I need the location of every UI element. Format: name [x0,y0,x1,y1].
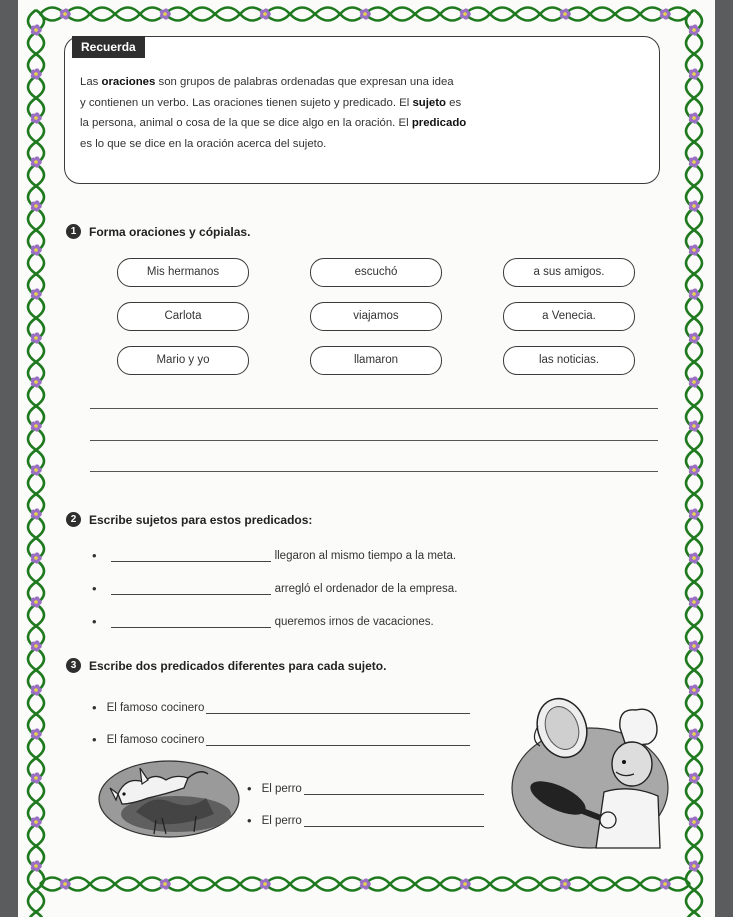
recuerda-line-2: y contienen un verbo. Las oraciones tienen sujeto y predicado. El sujeto es [80,96,462,109]
answer-line[interactable] [90,440,658,441]
exercise-1-number: 1 [66,224,81,239]
predicate-blank[interactable] [304,782,484,795]
dog-item [247,779,484,795]
recuerda-line-3: la persona, animal o cosa de la que se dice algo en la oración. El predicado [80,117,467,129]
predicate-item [92,579,457,595]
subject-blank[interactable] [111,615,271,628]
predicate-blank[interactable] [206,701,470,714]
recuerda-line-1: Las oraciones son grupos de palabras ordenadas que expresan una idea [80,76,454,88]
bullet: • [92,700,97,715]
predicate-blank[interactable] [304,814,484,827]
word-chip-subject[interactable]: Mario y yo [117,346,249,375]
predicate-text: arregló el ordenador de la empresa. [274,583,458,595]
predicate-item [92,612,434,628]
predicate-text: llegaron al mismo tiempo a la meta. [274,550,457,562]
subject-blank[interactable] [111,549,271,562]
exercise-3-number: 3 [66,658,81,673]
recuerda-line-4: es lo que se dice en la oración acerca del sujeto. [80,137,327,150]
exercise-3-heading [66,658,386,673]
cook-item [92,698,470,714]
bullet: • [247,813,252,828]
cook-illustration [500,688,670,850]
bullet: • [92,614,97,629]
dog-item [247,811,484,827]
exercise-3-title: Escribe dos predicados diferentes para cada sujeto. [89,658,387,673]
bullet: • [92,548,97,563]
dog-subject: El perro [261,783,302,795]
subject-blank[interactable] [111,582,271,595]
cook-subject: El famoso cocinero [106,702,205,714]
dog-illustration [96,754,242,840]
word-chip-verb[interactable]: viajamos [310,302,442,331]
recuerda-label: Recuerda [72,36,145,58]
predicate-text: queremos irnos de vacaciones. [274,616,434,628]
word-chip-complement[interactable]: a sus amigos. [503,258,635,287]
recuerda-text [80,72,640,154]
cook-item [92,730,470,746]
word-chip-subject[interactable]: Mis hermanos [117,258,249,287]
answer-line[interactable] [90,471,658,472]
exercise-2-heading [66,512,312,527]
predicate-blank[interactable] [206,733,470,746]
word-chip-subject[interactable]: Carlota [117,302,249,331]
word-chip-complement[interactable]: a Venecia. [503,302,635,331]
word-chip-complement[interactable]: las noticias. [503,346,635,375]
bullet: • [247,781,252,796]
word-chip-verb[interactable]: escuchó [310,258,442,287]
bullet: • [92,581,97,596]
answer-line[interactable] [90,408,658,409]
exercise-2-number: 2 [66,512,81,527]
exercise-1-heading [66,224,250,239]
dog-subject: El perro [261,815,302,827]
cook-subject: El famoso cocinero [106,734,205,746]
exercise-2-title: Escribe sujetos para estos predicados: [89,512,313,527]
bullet: • [92,732,97,747]
predicate-item [92,546,456,562]
word-chip-verb[interactable]: llamaron [310,346,442,375]
exercise-1-title: Forma oraciones y cópialas. [89,224,251,239]
